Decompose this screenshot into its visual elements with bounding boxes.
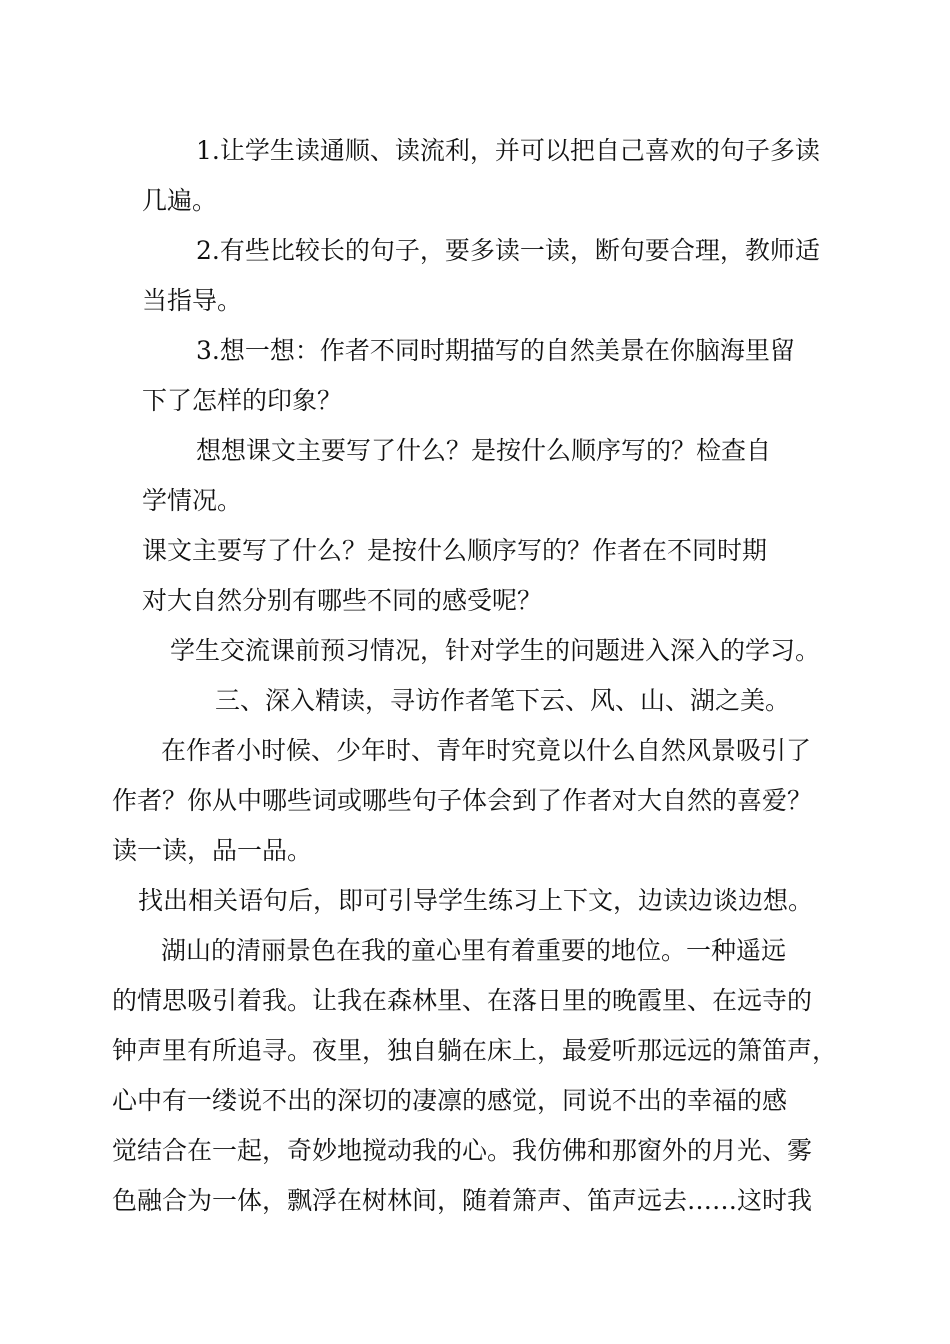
- text-line: 作者？你从中哪些词或哪些句子体会到了作者对大自然的喜爱？: [112, 786, 813, 815]
- text-line: 当指导。: [142, 286, 243, 315]
- text-line: 湖山的清丽景色在我的童心里有着重要的地位。一种遥远: [161, 936, 787, 965]
- text-line: 学生交流课前预习情况，针对学生的问题进入深入的学习。: [170, 636, 821, 665]
- text-line: 下了怎样的印象？: [142, 386, 343, 415]
- text-line: 对大自然分别有哪些不同的感受呢？: [142, 586, 543, 615]
- section-heading: 三、深入精读，寻访作者笔下云、风、山、湖之美。: [215, 686, 791, 715]
- text-line: 读一读，品一品。: [112, 836, 313, 865]
- text-line: 在作者小时候、少年时、青年时究竟以什么自然风景吸引了: [161, 736, 812, 765]
- text-line: 找出相关语句后，即可引导学生练习上下文，边读边谈边想。: [138, 886, 814, 915]
- text-line: 3.想一想：作者不同时期描写的自然美景在你脑海里留: [196, 336, 795, 365]
- text-line: 钟声里有所追寻。夜里，独自躺在床上，最爱听那远远的箫笛声，: [112, 1036, 838, 1065]
- text-line: 1.让学生读通顺、读流利，并可以把自己喜欢的句子多读: [196, 136, 820, 165]
- text-line: 觉结合在一起，奇妙地搅动我的心。我仿佛和那窗外的月光、雾: [112, 1136, 813, 1165]
- text-line: 想想课文主要写了什么？是按什么顺序写的？检查自: [196, 436, 772, 465]
- text-line: 课文主要写了什么？是按什么顺序写的？作者在不同时期: [142, 536, 768, 565]
- text-line: 的情思吸引着我。让我在森林里、在落日里的晚霞里、在远寺的: [112, 986, 813, 1015]
- text-line: 心中有一缕说不出的深切的凄凛的感觉，同说不出的幸福的感: [112, 1086, 788, 1115]
- text-line: 学情况。: [142, 486, 243, 515]
- text-line: 几遍。: [142, 186, 218, 215]
- text-line: 2.有些比较长的句子，要多读一读，断句要合理，教师适: [196, 236, 820, 265]
- text-line: 色融合为一体，飘浮在树林间，随着箫声、笛声远去……这时我: [112, 1186, 813, 1215]
